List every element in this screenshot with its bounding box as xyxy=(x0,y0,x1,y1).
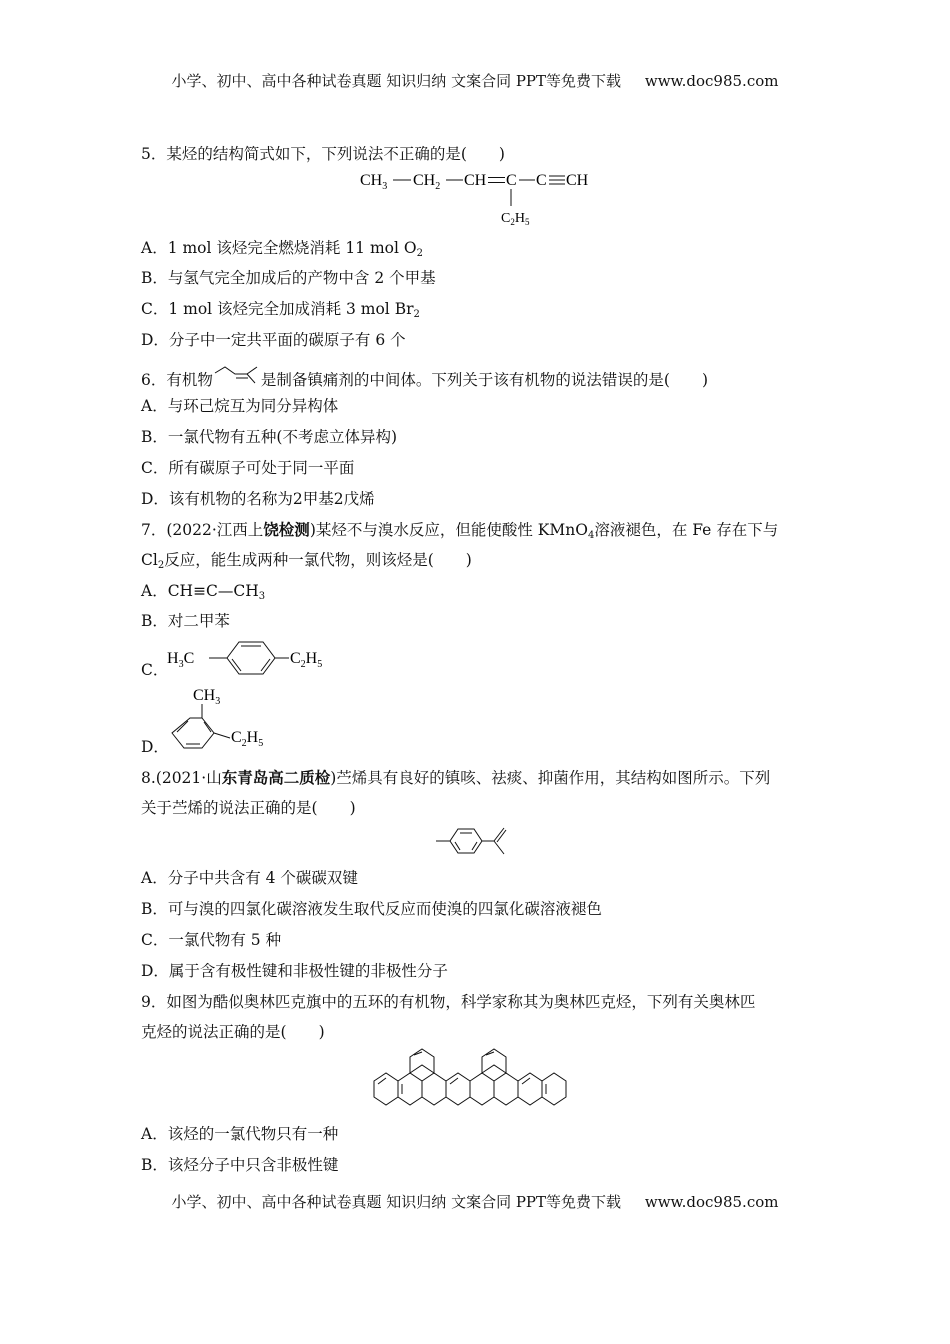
q8-structure xyxy=(436,824,516,858)
q7-option-c: C． xyxy=(141,661,169,679)
svg-text:C: C xyxy=(536,172,547,189)
q5-option-b: B．与氢气完全加成后的产物中含 2 个甲基 xyxy=(141,269,436,287)
q7-c-structure xyxy=(165,638,335,678)
page-header: 小学、初中、高中各种试卷真题 知识归纳 文案合同 PPT等免费下载 www.doc985.com xyxy=(171,72,779,90)
q6-stem: 6．有机物 是制备镇痛剂的中间体。下列关于该有机物的说法错误的是( ) xyxy=(141,365,708,390)
svg-text:CH3: $CH_3$ xyxy=(360,172,388,192)
svg-text:C2H5: $C_2H_5$ xyxy=(231,729,264,749)
q8-option-b: B．可与溴的四氯化碳溶液发生取代反应而使溴的四氯化碳溶液褪色 xyxy=(141,900,602,918)
q9-option-a: A．该烃的一氯代物只有一种 xyxy=(141,1125,339,1143)
q6-option-c: C．所有碳原子可处于同一平面 xyxy=(141,459,355,477)
svg-text:CH3: $CH_3$ xyxy=(193,687,221,707)
svg-text:CH: CH xyxy=(464,172,487,189)
svg-text:CH: CH xyxy=(566,172,589,189)
q9-option-b: B．该烃分子中只含非极性键 xyxy=(141,1156,339,1174)
q7-option-a: A．$CH\equiv C—CH_3$ xyxy=(141,582,266,602)
q8-option-c: C．一氯代物有 5 种 xyxy=(141,931,282,949)
svg-text:C2H5: $C_2H_5$ xyxy=(501,211,530,227)
svg-text:CH2: $CH_2$ xyxy=(413,172,441,192)
q9-olympicene-structure xyxy=(362,1046,592,1118)
q9-stem-line2: 克烃的说法正确的是( ) xyxy=(141,1023,325,1041)
q5-stem: 5．某烃的结构简式如下，下列说法不正确的是( ) xyxy=(141,145,505,163)
q5-option-c: C．1 mol 该烃完全加成消耗 3 mol $Br_2$ xyxy=(141,300,420,320)
q7-d-structure xyxy=(162,684,282,754)
q8-stem-line2: 关于苎烯的说法正确的是( ) xyxy=(141,799,356,817)
q6-option-b: B．一氯代物有五种(不考虑立体异构) xyxy=(141,428,397,446)
q7-option-b: B．对二甲苯 xyxy=(141,612,230,630)
q8-option-a: A．分子中共含有 4 个碳碳双键 xyxy=(141,869,358,887)
q6-option-a: A．与环己烷互为同分异构体 xyxy=(141,397,339,415)
page-footer: 小学、初中、高中各种试卷真题 知识归纳 文案合同 PPT等免费下载 www.doc985.com xyxy=(171,1193,779,1211)
q6-option-d: D．该有机物的名称为2甲基2戊烯 xyxy=(141,490,375,508)
q5-structural-formula xyxy=(355,166,605,230)
svg-text:H3C: $H_3C$ xyxy=(167,650,195,670)
q9-stem-line1: 9．如图为酷似奥林匹克旗中的五环的有机物，科学家称其为奥林匹克烃，下列有关奥林匹 xyxy=(141,993,756,1011)
q7-stem-line1: 7．(2022·江西上饶检测)某烃不与溴水反应，但能使酸性 KMnO$_4$溶液褪色，在 Fe 存在下与 xyxy=(141,520,779,541)
q5-option-a: A．1 mol 该烃完全燃烧消耗 11 mol $O_2$ xyxy=(141,239,423,259)
q7-stem-line2: $Cl_2$反应，能生成两种一氯代物，则该烃是( ) xyxy=(141,551,472,571)
q5-option-d: D．分子中一定共平面的碳原子有 6 个 xyxy=(141,331,406,349)
q8-option-d: D．属于含有极性键和非极性键的非极性分子 xyxy=(141,962,448,980)
q6-skeletal-structure xyxy=(213,365,261,387)
svg-text:C: C xyxy=(506,172,517,189)
q8-stem-line1: 8.(2021·山东青岛高二质检)苎烯具有良好的镇咳、祛痰、抑菌作用，其结构如图所示。下列 xyxy=(141,768,771,787)
svg-text:C2H5: $C_2H_5$ xyxy=(290,650,323,670)
q7-option-d: D． xyxy=(141,738,169,756)
